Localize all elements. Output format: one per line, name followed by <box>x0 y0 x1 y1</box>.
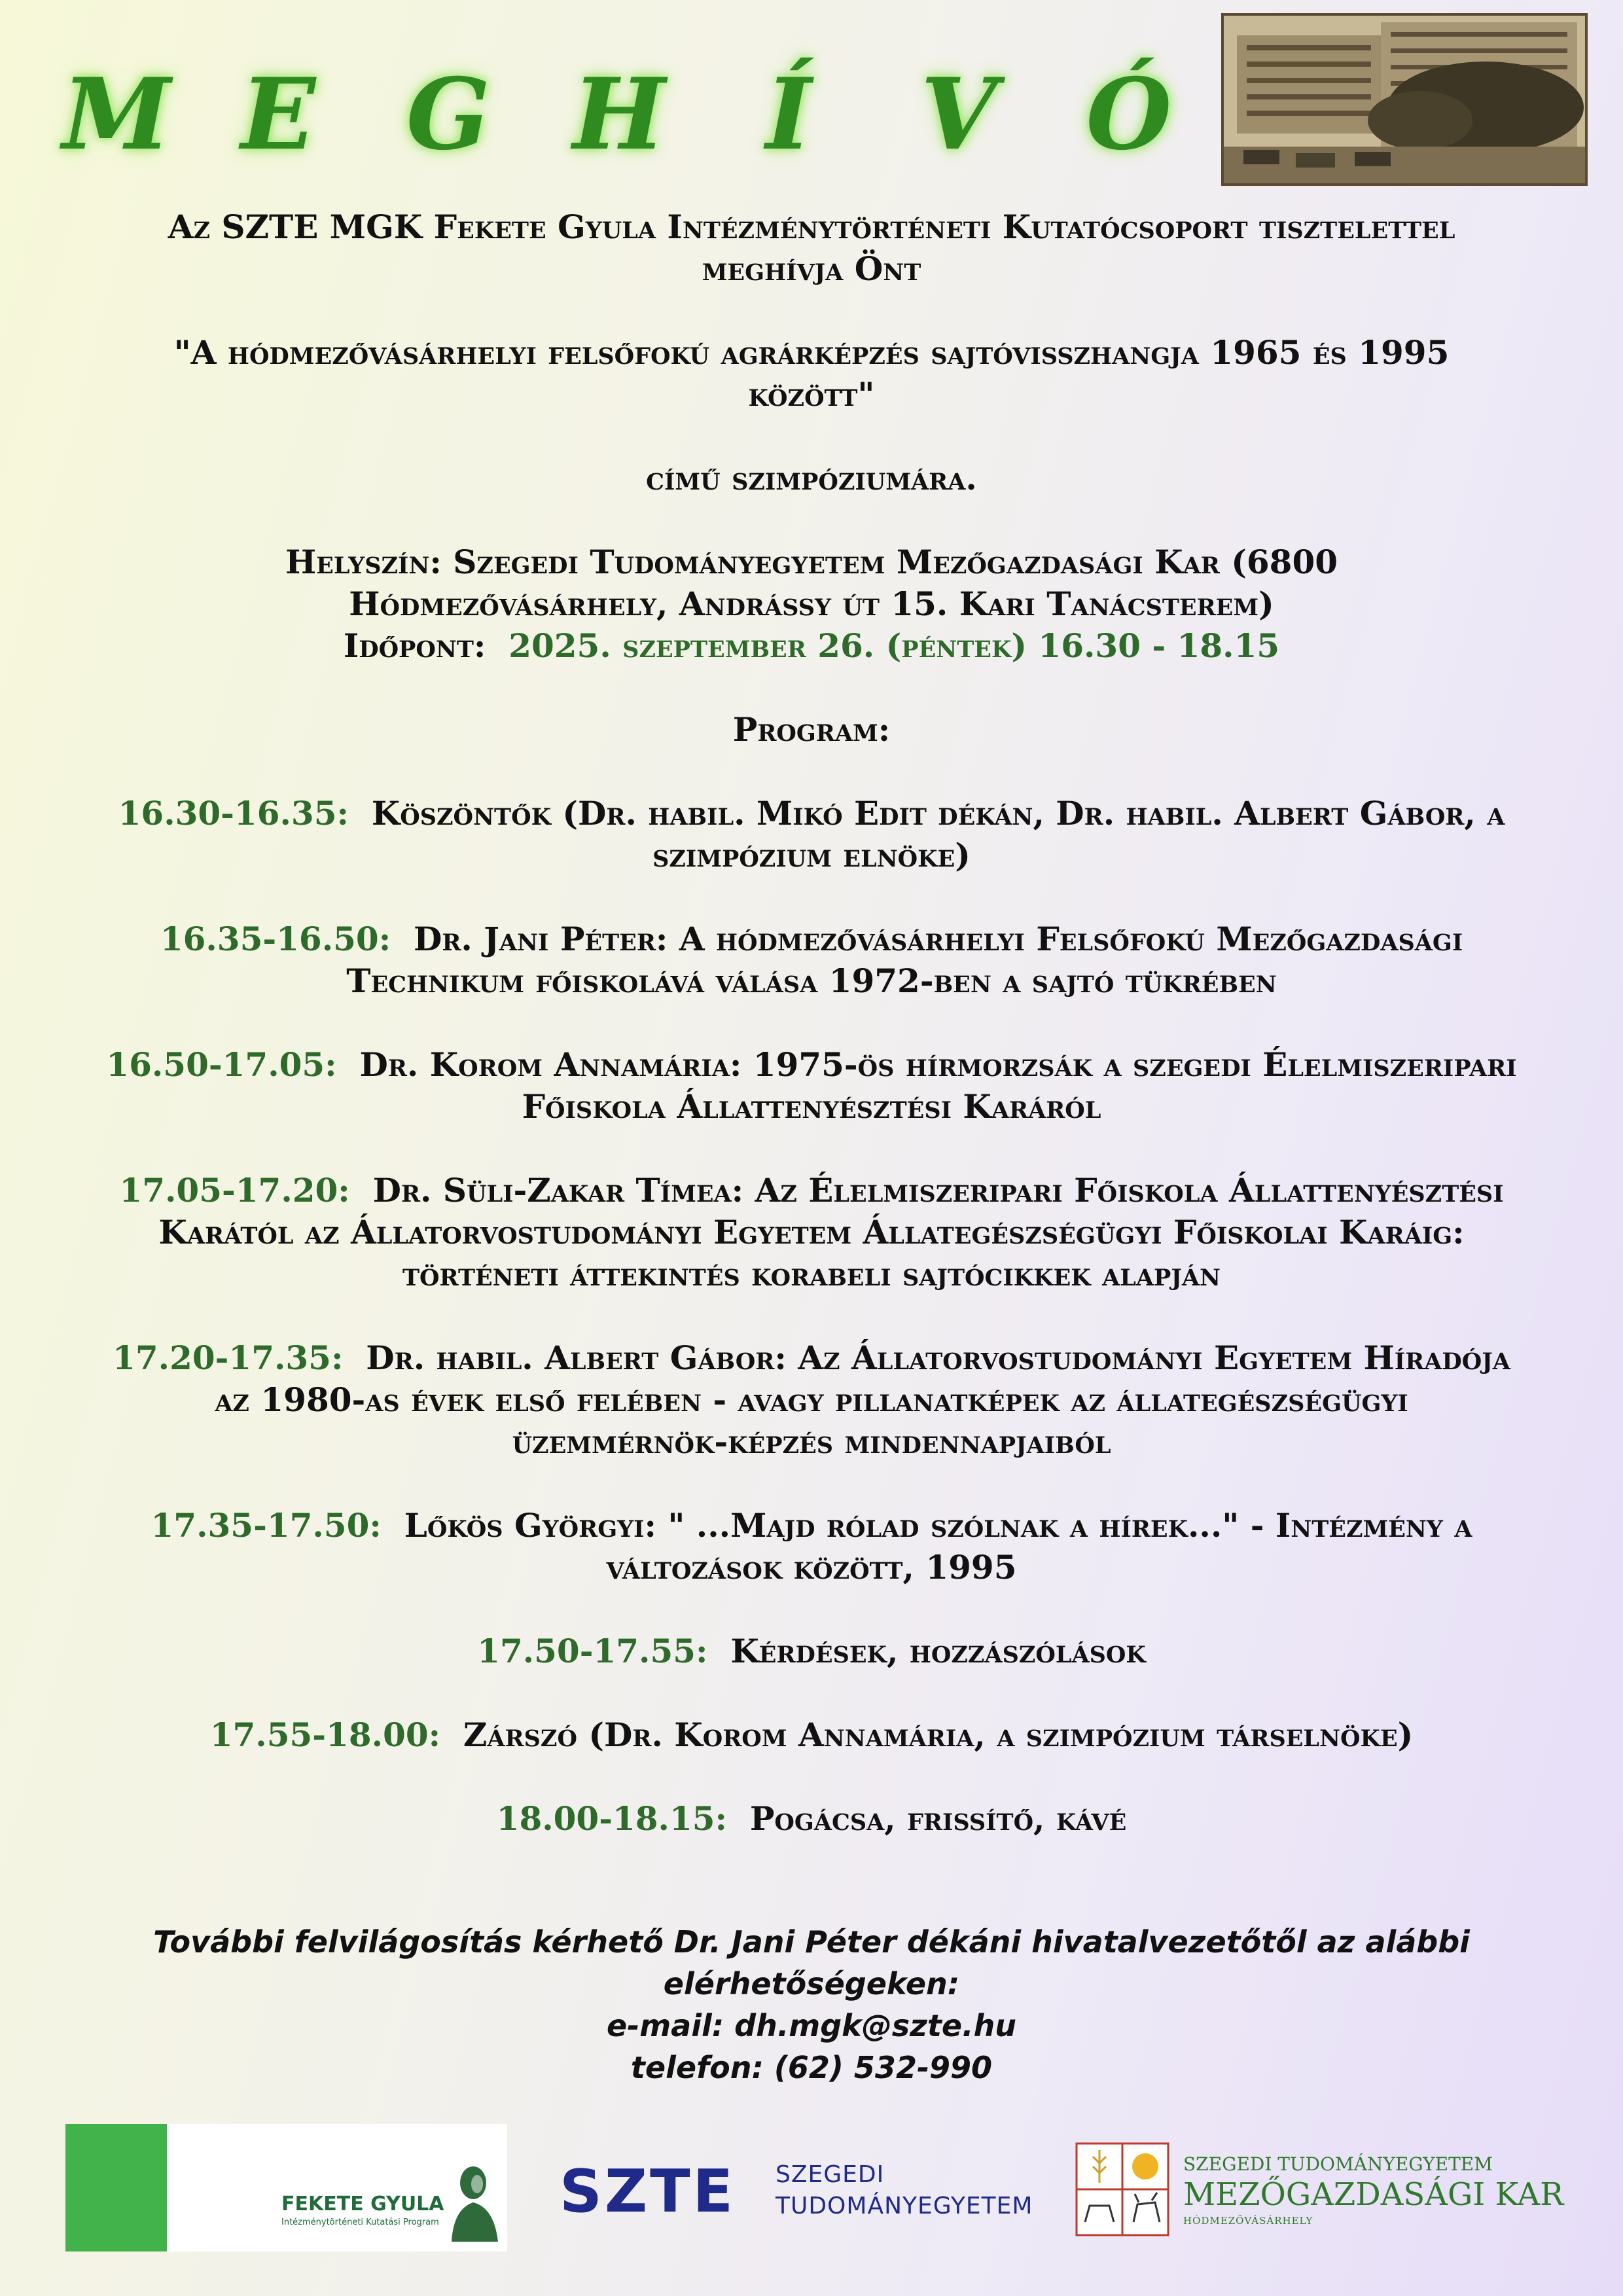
fekete-logo-name: FEKETE GYULA <box>281 2193 444 2215</box>
program-text: Dr. habil. Albert Gábor: Az Állatorvostudományi Egyetem Híradója <box>366 1338 1510 1377</box>
building-photo-drawing <box>1224 16 1585 183</box>
program-text: történeti áttekintés korabeli sajtócikkek alapján <box>402 1255 1221 1293</box>
mgk-line: MEZŐGAZDASÁGI KAR <box>1183 2176 1564 2213</box>
portrait-icon <box>448 2163 501 2242</box>
program-time: 16.35-16.50: <box>160 920 391 958</box>
event-title-line: között" <box>748 375 875 414</box>
program-text: Karától az Állatorvostudományi Egyetem Állategészségügyi Főiskolai Karáig: <box>158 1213 1465 1251</box>
email-line: e-mail: dh.mgk@szte.hu <box>606 2008 1017 2043</box>
program-text: Pogácsa, frissítő, kávé <box>749 1799 1127 1838</box>
building-photo <box>1221 13 1588 186</box>
venue-line <box>39 541 1584 583</box>
title-letter: M <box>62 57 171 172</box>
venue-label: Helyszín: <box>285 543 442 581</box>
fekete-gyula-logo <box>167 2124 507 2251</box>
program-time: 16.30-16.35: <box>118 794 349 833</box>
mgk-line: SZEGEDI TUDOMÁNYEGYETEM <box>1183 2153 1493 2175</box>
title-letter: Í <box>765 57 812 172</box>
date-value: 2025. szeptember 26. (péntek) 16.30 - 18.15 <box>508 626 1280 665</box>
intro-line: meghívja Önt <box>702 249 921 288</box>
program-time: 17.55-18.00: <box>209 1715 441 1754</box>
contact-info <box>39 1921 1584 2089</box>
program-text: szimpózium elnöke) <box>652 836 971 874</box>
fekete-logo-subtitle: Intézménytörténeti Kutatási Program <box>281 2217 439 2227</box>
info-line: További felvilágosítás kérhető Dr. Jani Péter dékáni hivatalvezetőtől az alábbi <box>153 1924 1470 1960</box>
szte-logo <box>560 2153 1031 2232</box>
program-text: Zárszó (Dr. Korom Annamária, a szimpózium társelnöke) <box>463 1715 1414 1754</box>
program-heading: Program: <box>732 710 891 749</box>
szte-wordmark: SZTE <box>560 2157 736 2226</box>
program-time: 18.00-18.15: <box>496 1799 727 1838</box>
program-text: Főiskola Állattenyésztési Karáról <box>522 1087 1101 1126</box>
mgk-line: HÓDMEZŐVÁSÁRHELY <box>1183 2215 1313 2227</box>
szte-line: TUDOMÁNYEGYETEM <box>776 2193 1033 2219</box>
program-item <box>39 1505 1584 1588</box>
date-line <box>39 625 1584 667</box>
mgk-logo <box>1073 2140 1584 2238</box>
program-time: 17.05-17.20: <box>119 1171 350 1210</box>
title-letter: H <box>573 57 666 172</box>
event-title-line: "A hódmezővásárhelyi felsőfokú agrárképzés sajtóvisszhangja 1965 és 1995 <box>173 333 1450 372</box>
program-time: 17.50-17.55: <box>477 1632 708 1670</box>
program-text: Dr. Korom Annamária: 1975-ös hírmorzsák a szegedi Élelmiszeripari <box>359 1045 1517 1084</box>
program-time: 16.50-17.05: <box>106 1045 337 1084</box>
program-item <box>39 1337 1584 1463</box>
program-text: az 1980-as évek első felében - avagy pillanatképek az állategészségügyi <box>215 1380 1408 1419</box>
program-time: 17.35-17.50: <box>151 1506 382 1545</box>
program-item <box>39 793 1584 876</box>
program-text: Technikum főiskolává válása 1972-ben a sajtó tükrében <box>346 961 1277 1000</box>
intro-line: Az SZTE MGK Fekete Gyula Intézménytörténeti Kutatócsoport tisztelettel <box>168 207 1455 246</box>
invitation-title <box>62 56 1175 173</box>
program-item <box>39 1798 1584 1840</box>
phone-line: telefon: (62) 532-990 <box>630 2050 993 2085</box>
crest-icon <box>1073 2140 1171 2238</box>
program-item <box>39 918 1584 1002</box>
program-text: Dr. Jani Péter: A hódmezővásárhelyi Felsőfokú Mezőgazdasági <box>413 920 1463 958</box>
program-text: Lőkös Györgyi: " ...Majd rólad szólnak a hírek..." - Intézmény a <box>404 1506 1472 1545</box>
program-text: változások között, 1995 <box>606 1548 1017 1587</box>
program-item <box>39 1044 1584 1128</box>
program-text: Kérdések, hozzászólások <box>730 1632 1146 1670</box>
szte-line: SZEGEDI <box>776 2161 885 2188</box>
program-item <box>39 1630 1584 1672</box>
date-label: Időpont: <box>343 626 486 665</box>
program-item <box>39 1714 1584 1756</box>
program-text: Köszöntők (Dr. habil. Mikó Edit dékán, Dr. habil. Albert Gábor, a <box>371 794 1505 833</box>
venue-line: Hódmezővásárhely, Andrássy út 15. Kari Tanácsterem) <box>349 584 1274 623</box>
title-letter: Ó <box>1086 57 1172 172</box>
program-item <box>39 1170 1584 1295</box>
title-letter: V <box>920 57 997 172</box>
title-letter: E <box>240 57 316 172</box>
program-time: 17.20-17.35: <box>113 1338 344 1377</box>
program-text: Dr. Süli-Zakar Tímea: Az Élelmiszeripari Főiskola Állattenyésztési <box>372 1171 1504 1210</box>
info-line: elérhetőségeken: <box>663 1966 960 2001</box>
green-block <box>65 2124 167 2251</box>
title-letter: G <box>406 57 491 172</box>
symposium-line: című szimpóziumára. <box>646 459 977 497</box>
venue-text: Szegedi Tudományegyetem Mezőgazdasági Kar (6800 <box>453 543 1338 581</box>
main-content <box>39 206 1584 1840</box>
program-text: üzemmérnök-képzés mindennapjaiból <box>512 1422 1111 1461</box>
